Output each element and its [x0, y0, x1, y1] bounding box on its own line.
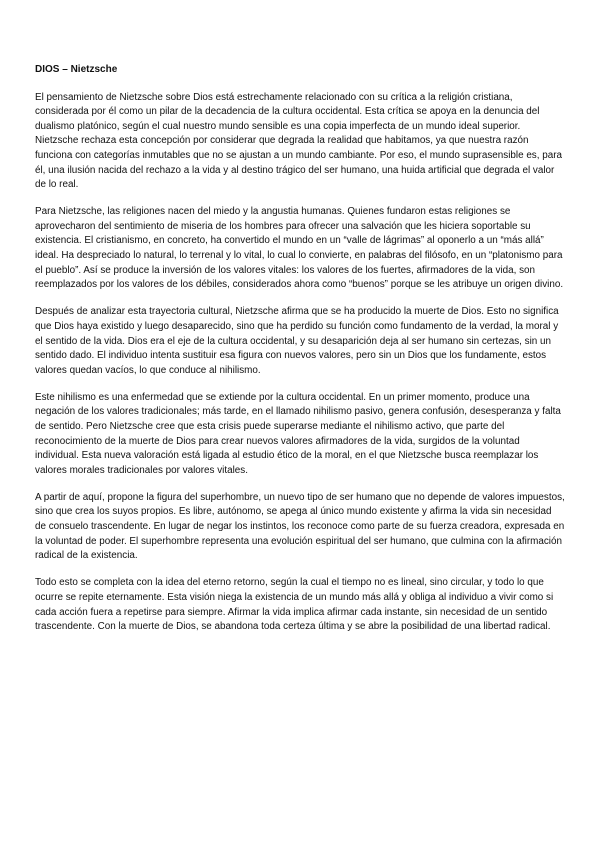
paragraph-3: Después de analizar esta trayectoria cultural, Nietzsche afirma que se ha producido la muerte de Dios. Esto no significa que Dios haya existido y luego desaparecido, sino que ha perdido su función como fundamento de la verdad, la moral y el sentido de la vida. Dios era el eje de la cultura occidental, y su desaparición deja al ser humano sin certezas, sin un sentido dado. El individuo intenta sustituir esa figura con nuevos valores, pero sin un Dios que los fundamente, estos valores quedan vacíos, lo que conduce al nihilismo. [35, 306, 559, 376]
paragraph-2: Para Nietzsche, las religiones nacen del miedo y la angustia humanas. Quienes fundaron estas religiones se aprovecharon del sentimiento de miseria de los hombres para ofrecer una salvación que les hiciera soportable su existencia. El cristianismo, en concreto, ha convertido el mundo en un “valle de lágrimas” al oponerlo a un “más allá” ideal. Ha despreciado lo natural, lo terrenal y lo vital, lo cual lo convierte, en palabras del filósofo, en un “platonismo para el pueblo”. Así se produce la inversión de los valores vitales: los valores de los fuertes, afirmadores de la vida, son reemplazados por los valores de los débiles, considerados ahora como “buenos” porque se les atribuye un origen divino. [35, 206, 564, 291]
paragraph-6: Todo esto se completa con la idea del eterno retorno, según la cual el tiempo no es lineal, sino circular, y todo lo que ocurre se repite eternamente. Esta visión niega la existencia de un mundo más allá y obliga al individuo a vivir como si cada acción fuera a repetirse para siempre. Afirmar la vida implica afirmar cada instante, sin necesidad de un sentido trascendente. Con la muerte de Dios, se abandona toda certeza última y se abre la posibilidad de una libertad radical. [35, 577, 554, 633]
paragraph-1: El pensamiento de Nietzsche sobre Dios está estrechamente relacionado con su crítica a la religión cristiana, considerada por él como un pilar de la decadencia de la cultura occidental. Esta crítica se apoya en la denuncia del dualismo platónico, según el cual nuestro mundo sensible es una copia imperfecta de un mundo ideal superior. Nietzsche rechaza esta concepción por considerar que degrada la realidad que habitamos, ya que nuestra razón funciona con categorías inmutables que no se ajustan a un mundo cambiante. Por eso, el mundo suprasensible es, para él, una ilusión nacida del rechazo a la vida y al destino trágico del ser humano, una huida artificial que degrada el valor de lo real. [35, 91, 562, 191]
document-title: DIOS – Nietzsche [35, 64, 118, 75]
paragraph-5: A partir de aquí, propone la figura del superhombre, un nuevo tipo de ser humano que no depende de valores impuestos, sino que crea los suyos propios. Es libre, autónomo, se apega al único mundo existente y afirma la vida sin necesidad de consuelo trascendente. En lugar de negar los instintos, los reconoce como parte de su fuerza creadora, expresada en la voluntad de poder. El superhombre representa una evolución espiritual del ser humano, que culmina con la afirmación radical de la existencia. [35, 491, 565, 562]
paragraph-4: Este nihilismo es una enfermedad que se extiende por la cultura occidental. En un primer momento, produce una negación de los valores tradicionales; más tarde, en el llamado nihilismo pasivo, genera confusión, desesperanza y falta de sentido. Pero Nietzsche cree que esta crisis puede superarse mediante el nihilismo activo, que parte del reconocimiento de la muerte de Dios para crear nuevos valores afirmadores de la vida, surgidos de la voluntad individual. Esta nueva valoración está ligada al estudio ético de la moral, en el que Nietzsche busca reemplazar los valores morales tradicionales por valores vitales. [35, 391, 561, 476]
document-body [35, 63, 565, 647]
